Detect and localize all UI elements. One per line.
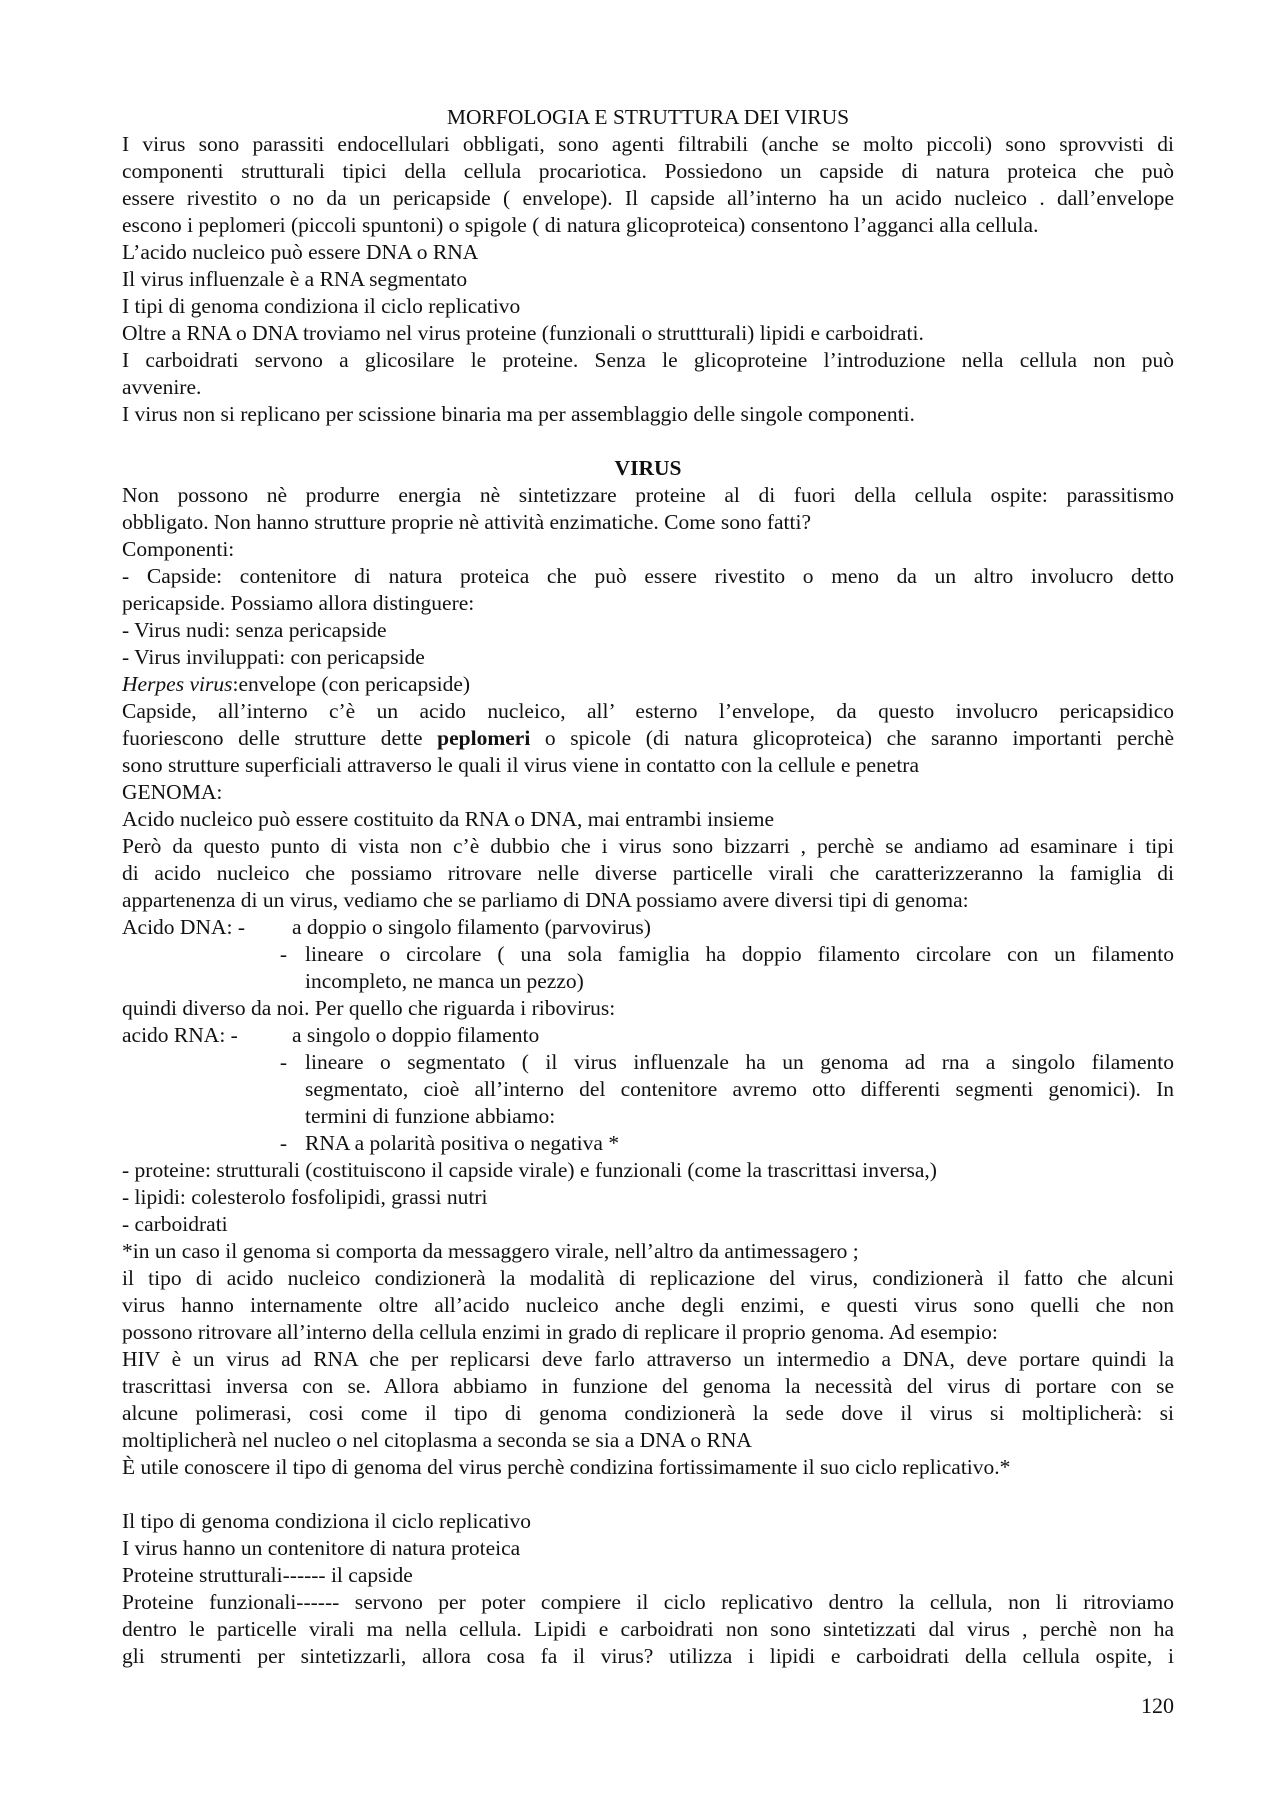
hiv-line: alcune polimerasi, cosi come il tipo di genoma condizionerà la sede dove il virus si moltiplicherà: si	[122, 1401, 1174, 1425]
pero-line: di acido nucleico che possiamo ritrovare nelle diverse particelle virali che caratterizzeranno la famiglia di	[122, 861, 1174, 885]
dna-list-row	[122, 941, 1174, 968]
genome-line: Acido nucleico può essere costituito da RNA o DNA, mai entrambi insieme	[122, 807, 775, 831]
rna-item-continuation: segmentato, cioè all’interno del contenitore avremo otto differenti segmenti genomici). In	[305, 1077, 1174, 1101]
herpes-italic: Herpes virus	[122, 672, 233, 696]
component-list-line: - lipidi: colesterolo fosfolipidi, grassi nutri	[122, 1185, 488, 1209]
hiv-line: trascrittasi inversa con se. Allora abbiamo in funzione del genoma la necessità del virus di portare con se	[122, 1374, 1174, 1398]
text-line: L’acido nucleico può essere DNA o RNA	[122, 240, 479, 264]
section-heading-virus: VIRUS	[614, 456, 682, 480]
intro-line: componenti strutturali tipici della cellula procariotica. Possiedono un capside di natura proteica che può	[122, 159, 1174, 183]
herpes-line	[122, 671, 1174, 698]
rna-item-continuation: termini di funzione abbiamo:	[305, 1104, 556, 1128]
text-line: Il virus influenzale è a RNA segmentato	[122, 267, 468, 291]
component-list-line: - carboidrati	[122, 1212, 228, 1236]
footnote-line: *in un caso il genoma si comporta da messaggero virale, nell’altro da antimessagero ;	[122, 1239, 859, 1263]
hiv-line: HIV è un virus ad RNA che per replicarsi deve farlo attraverso un intermedio a DNA, deve portare quindi la	[122, 1347, 1174, 1371]
rna-list-row	[122, 1049, 1174, 1076]
intro-line: essere rivestito o no da un pericapside ( envelope). Il capside all’interno ha un acido nucleico . dall’envelope	[122, 186, 1174, 210]
text-line: I tipi di genoma condiziona il ciclo replicativo	[122, 294, 521, 318]
document-title: MORFOLOGIA E STRUTTURA DEI VIRUS	[446, 105, 850, 129]
peplomeri-bold: peplomeri	[437, 726, 531, 750]
tipo-line: virus hanno internamente oltre all’acido nucleico anche degli enzimi, e questi virus sono quelli che non	[122, 1293, 1174, 1317]
pero-line: appartenenza di un virus, vediamo che se parliamo di DNA possiamo avere diversi tipi di genoma:	[122, 888, 969, 912]
dna-item-continuation: incompleto, ne manca un pezzo)	[305, 969, 584, 993]
virus-paragraph-line: obbligato. Non hanno strutture proprie nè attività enzimatiche. Come sono fatti?	[122, 510, 812, 534]
intro-line: I virus sono parassiti endocellulari obbligati, sono agenti filtrabili (anche se molto piccoli) sono sprovvisti di	[122, 132, 1174, 156]
hiv-line: moltiplicherà nel nucleo o nel citoplasma a seconda se sia a DNA o RNA	[122, 1428, 752, 1452]
text-run: o spicole (di natura glicoproteica) che saranno importanti perchè	[530, 726, 1174, 750]
rna-list-row	[122, 1130, 1174, 1157]
replication-line: I virus non si replicano per scissione binaria ma per assemblaggio delle singole componenti.	[122, 402, 915, 426]
capside-paragraph-line	[122, 725, 1174, 752]
document-page	[122, 104, 1174, 1670]
utile-line: È utile conoscere il tipo di genoma del virus perchè condizina fortissimamente il suo ciclo replicativo.*	[122, 1455, 1011, 1479]
pero-line: Però da questo punto di vista non c’è dubbio che i virus sono bizzarri , perchè se andiamo ad esaminare i tipi	[122, 834, 1174, 858]
intro-line: escono i peplomeri (piccoli spuntoni) o spigole ( di natura glicoproteica) consentono l’agganci alla cellula.	[122, 213, 1039, 237]
quindi-line: quindi diverso da noi. Per quello che riguarda i ribovirus:	[122, 996, 616, 1020]
rna-label: acido RNA: -	[122, 1023, 238, 1047]
blank-line	[122, 428, 1174, 455]
virus-inviluppati-line: - Virus inviluppati: con pericapside	[122, 645, 425, 669]
list-dash: -	[279, 1050, 288, 1074]
rna-item: a singolo o doppio filamento	[292, 1023, 540, 1047]
blank-line	[122, 1481, 1174, 1508]
closing-line: Proteine strutturali------ il capside	[122, 1563, 413, 1587]
list-dash: -	[279, 1131, 288, 1155]
dna-label: Acido DNA: -	[122, 915, 246, 939]
dna-item: lineare o circolare ( una sola famiglia ha doppio filamento circolare con un filamento	[305, 942, 1174, 966]
rna-list-row	[122, 1022, 1174, 1049]
closing-paragraph-line: Proteine funzionali------ servono per poter compiere il ciclo replicativo dentro la cellula, non li ritroviamo	[122, 1590, 1174, 1614]
capside-line: - Capside: contenitore di natura proteica che può essere rivestito o meno da un altro involucro detto	[122, 564, 1174, 588]
component-list-line: - proteine: strutturali (costituiscono il capside virale) e funzionali (come la trascrittasi inversa,)	[122, 1158, 937, 1182]
list-dash: -	[279, 942, 288, 966]
tipo-line: il tipo di acido nucleico condizionerà la modalità di replicazione del virus, condizionerà il fatto che alcuni	[122, 1266, 1174, 1290]
closing-line: I virus hanno un contenitore di natura proteica	[122, 1536, 521, 1560]
virus-nudi-line: - Virus nudi: senza pericapside	[122, 618, 387, 642]
text-line: Oltre a RNA o DNA troviamo nel virus proteine (funzionali o struttturali) lipidi e carboidrati.	[122, 321, 924, 345]
dna-list-row	[122, 914, 1174, 941]
carbohydrates-line: I carboidrati servono a glicosilare le proteine. Senza le glicoproteine l’introduzione nella cellula non può	[122, 348, 1174, 372]
capside-line: pericapside. Possiamo allora distinguere:	[122, 591, 475, 615]
capside-paragraph-line: Capside, all’interno c’è un acido nucleico, all’ esterno l’envelope, da questo involucro pericapsidico	[122, 699, 1174, 723]
dna-item: a doppio o singolo filamento (parvovirus)	[292, 915, 651, 939]
closing-line: Il tipo di genoma condiziona il ciclo replicativo	[122, 1509, 531, 1533]
components-label: Componenti:	[122, 537, 235, 561]
herpes-rest: :envelope (con pericapside)	[232, 672, 471, 696]
tipo-line: possono ritrovare all’interno della cellula enzimi in grado di replicare il proprio genoma. Ad esempio:	[122, 1320, 998, 1344]
genome-label: GENOMA:	[122, 780, 223, 804]
virus-paragraph-line: Non possono nè produrre energia nè sintetizzare proteine al di fuori della cellula ospite: parassitismo	[122, 483, 1174, 507]
page-number: 120	[1141, 1693, 1174, 1718]
text-run: fuoriescono delle strutture dette	[122, 726, 438, 750]
rna-item: lineare o segmentato ( il virus influenzale ha un genoma ad rna a singolo filamento	[305, 1050, 1174, 1074]
capside-paragraph-line: sono strutture superficiali attraverso le quali il virus viene in contatto con la cellule e penetra	[122, 753, 920, 777]
rna-item: RNA a polarità positiva o negativa *	[305, 1131, 620, 1155]
closing-paragraph-line: gli strumenti per sintetizzarli, allora cosa fa il virus? utilizza i lipidi e carboidrati della cellula ospite, i	[122, 1644, 1174, 1668]
carbohydrates-line: avvenire.	[122, 375, 202, 399]
closing-paragraph-line: dentro le particelle virali ma nella cellula. Lipidi e carboidrati non sono sintetizzati dal virus , perchè non ha	[122, 1617, 1174, 1641]
